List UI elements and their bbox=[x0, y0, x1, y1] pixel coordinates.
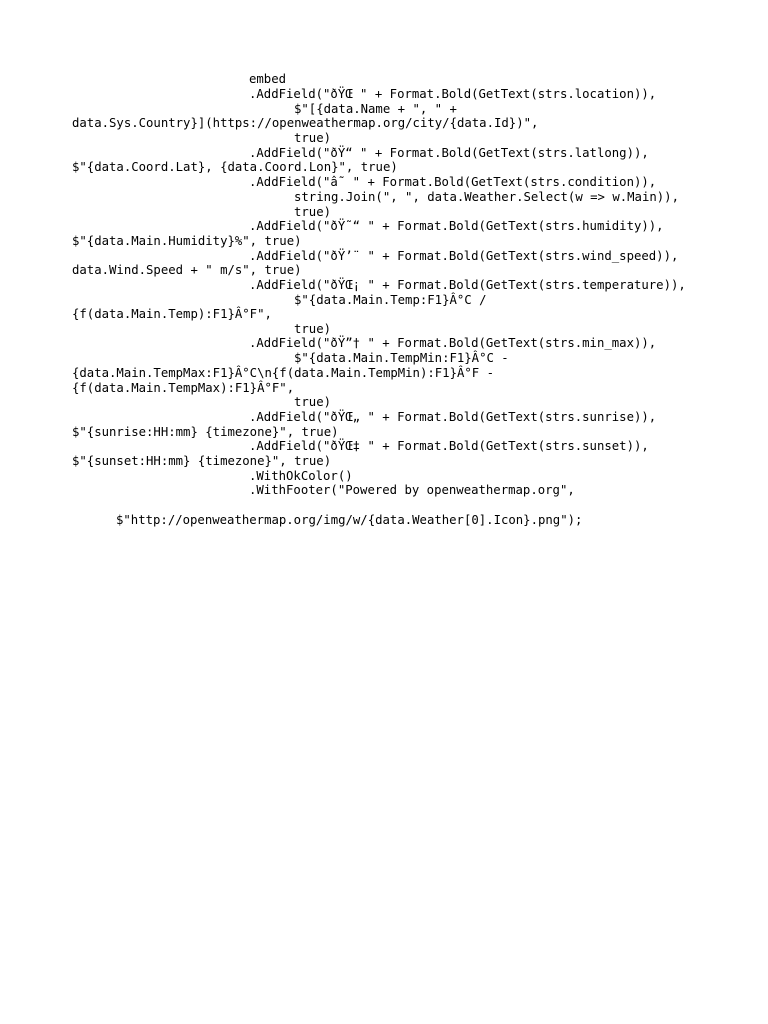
code-line: .AddField("ðŸŒ¡ " + Format.Bold(GetText(strs.temperature)), bbox=[249, 278, 686, 292]
code-line: $"{sunrise:HH:mm} {timezone}", true) bbox=[72, 425, 339, 439]
code-line: .AddField("ðŸ“ " + Format.Bold(GetText(strs.latlong)), bbox=[249, 146, 649, 160]
code-line: $"{data.Main.Humidity}%", true) bbox=[72, 234, 302, 248]
code-line: .AddField("â˜ " + Format.Bold(GetText(strs.condition)), bbox=[249, 175, 657, 189]
code-line: .AddField("ðŸŒ‡ " + Format.Bold(GetText(strs.sunset)), bbox=[249, 439, 649, 453]
code-line: $"{data.Main.Temp:F1}Â°C / bbox=[294, 293, 487, 307]
code-line: string.Join(", ", data.Weather.Select(w => w.Main)), bbox=[294, 190, 679, 204]
code-line: {data.Main.TempMax:F1}Â°C\n{f(data.Main.TempMin):F1}Â°F - bbox=[72, 366, 494, 380]
code-line: $"[{data.Name + ", " + bbox=[294, 102, 457, 116]
code-line: embed bbox=[249, 72, 287, 86]
code-line: .AddField("ðŸ’¨ " + Format.Bold(GetText(strs.wind_speed)), bbox=[249, 249, 679, 263]
code-line: data.Wind.Speed + " m/s", true) bbox=[72, 263, 302, 277]
code-line: $"{data.Main.TempMin:F1}Â°C - bbox=[294, 351, 509, 365]
code-line: true) bbox=[294, 131, 332, 145]
code-line: true) bbox=[294, 395, 332, 409]
code-line: .AddField("ðŸ”† " + Format.Bold(GetText(strs.min_max)), bbox=[249, 336, 657, 350]
code-line: true) bbox=[294, 205, 332, 219]
code-line: $"http://openweathermap.org/img/w/{data.Weather[0].Icon}.png"); bbox=[116, 513, 583, 527]
code-line: .AddField("ðŸŒ„ " + Format.Bold(GetText(strs.sunrise)), bbox=[249, 410, 657, 424]
code-line: .WithOkColor() bbox=[249, 469, 353, 483]
code-line: {f(data.Main.TempMax):F1}Â°F", bbox=[72, 381, 295, 395]
code-line: .AddField("ðŸ˜“ " + Format.Bold(GetText(strs.humidity)), bbox=[249, 219, 664, 233]
code-line: $"{data.Coord.Lat}, {data.Coord.Lon}", true) bbox=[72, 160, 398, 174]
code-line: data.Sys.Country}](https://openweathermap.org/city/{data.Id})", bbox=[72, 116, 539, 130]
code-line: $"{sunset:HH:mm} {timezone}", true) bbox=[72, 454, 332, 468]
code-line: {f(data.Main.Temp):F1}Â°F", bbox=[72, 307, 272, 321]
code-line: .AddField("ðŸŒ " + Format.Bold(GetText(strs.location)), bbox=[249, 87, 657, 101]
code-line: true) bbox=[294, 322, 332, 336]
code-line: .WithFooter("Powered by openweathermap.org", bbox=[249, 483, 575, 497]
